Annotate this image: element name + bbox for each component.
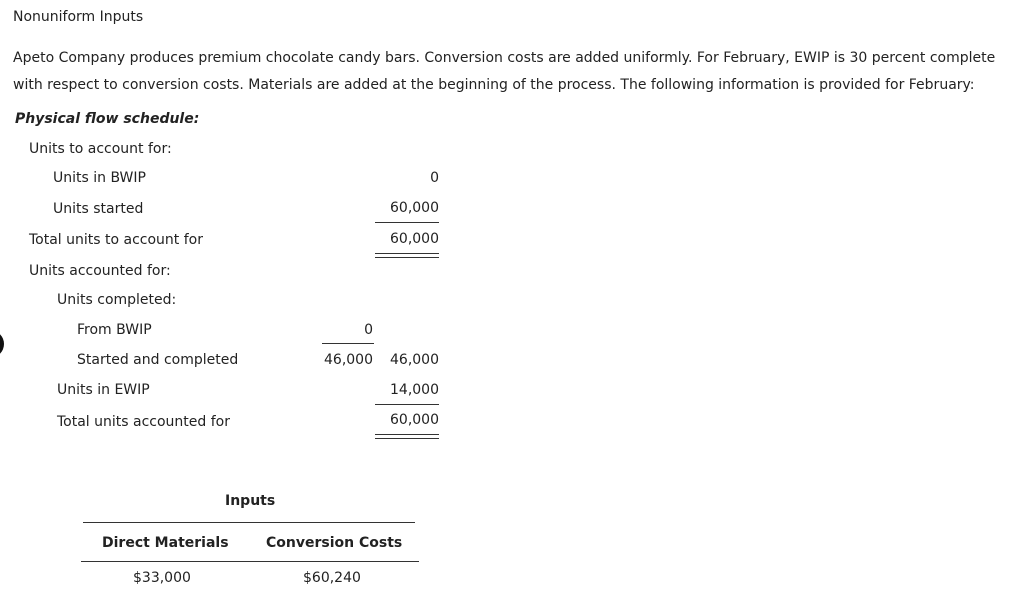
inputs-header-rule [81, 561, 419, 562]
inputs-heading: Inputs [225, 493, 276, 509]
direct-materials-header: Direct Materials [102, 535, 229, 551]
from-bwip-value: 0 [364, 322, 373, 338]
units-to-account-label: Units to account for: [29, 141, 172, 157]
problem-intro: Apeto Company produces premium chocolate candy bars. Conversion costs are added uniformly. For February, EWIP is 30 percent complete with respect to conversion costs. Materials are added at the beginning of the process. The following information is provided for February: [13, 50, 996, 93]
units-completed-label: Units completed: [57, 292, 177, 308]
units-started-label: Units started [53, 201, 144, 217]
edge-marker [0, 330, 4, 358]
ewip-value: 14,000 [390, 382, 439, 398]
underline-single [322, 343, 374, 344]
inputs-top-rule [83, 522, 415, 523]
total-accounted-label: Total units accounted for [57, 414, 230, 430]
from-bwip-label: From BWIP [77, 322, 152, 338]
underline-single [375, 404, 439, 405]
units-accounted-label: Units accounted for: [29, 263, 171, 279]
units-started-value: 60,000 [390, 200, 439, 216]
underline-double [375, 434, 439, 439]
started-completed-total: 46,000 [390, 352, 439, 368]
started-completed-label: Started and completed [77, 352, 239, 368]
ewip-label: Units in EWIP [57, 382, 150, 398]
conversion-costs-header: Conversion Costs [266, 535, 403, 551]
total-to-account-label: Total units to account for [29, 232, 203, 248]
conversion-costs-value: $60,240 [303, 570, 361, 586]
total-accounted-value: 60,000 [390, 412, 439, 428]
schedule-heading: Physical flow schedule: [15, 111, 200, 127]
total-to-account-value: 60,000 [390, 231, 439, 247]
underline-single [375, 222, 439, 223]
bwip-value: 0 [430, 170, 439, 186]
underline-double [375, 253, 439, 258]
direct-materials-value: $33,000 [133, 570, 191, 586]
started-completed-subtotal: 46,000 [324, 352, 373, 368]
bwip-label: Units in BWIP [53, 170, 146, 186]
page-title: Nonuniform Inputs [13, 9, 144, 25]
